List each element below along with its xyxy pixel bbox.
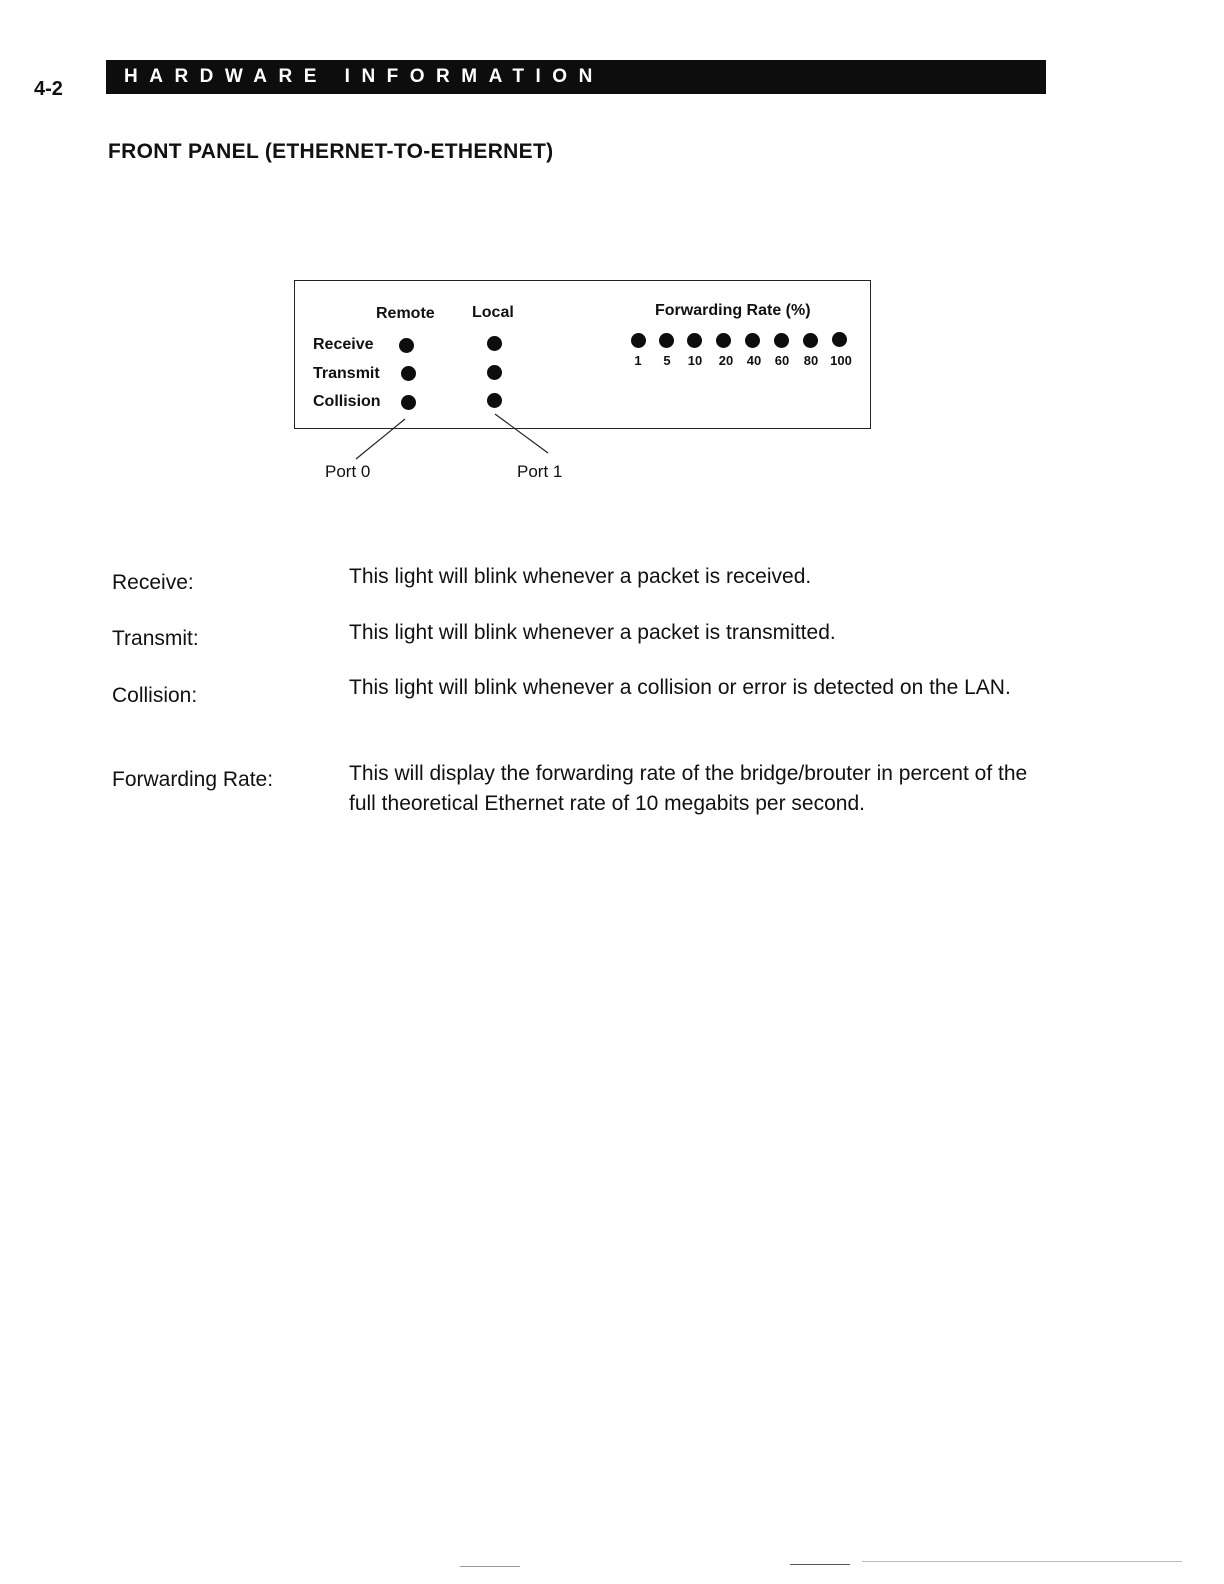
scan-mark: [790, 1564, 850, 1565]
term-receive: Receive:: [112, 571, 194, 594]
term-collision: Collision:: [112, 684, 198, 707]
row-receive-label: Receive: [313, 336, 374, 353]
row-collision-label: Collision: [313, 393, 381, 410]
desc-forwarding-rate: This will display the forwarding rate of the bridge/brouter in percent of the full theoretical Ethernet rate of 10 megabits per second.: [349, 762, 1028, 815]
port0-label: Port 0: [325, 462, 371, 481]
rate-label-60: 60: [774, 353, 790, 368]
term-forwarding-rate: Forwarding Rate:: [112, 768, 274, 791]
scan-mark: [862, 1561, 1182, 1562]
rate-label-10: 10: [687, 353, 703, 368]
section-title: FRONT PANEL (ETHERNET-TO-ETHERNET): [108, 140, 554, 163]
rate-label-20: 20: [718, 353, 734, 368]
column-remote-label: Remote: [376, 305, 435, 322]
desc-transmit: This light will blink whenever a packet is transmitted.: [349, 621, 836, 644]
column-local-label: Local: [472, 304, 514, 321]
rate-label-100: 100: [830, 353, 852, 368]
desc-receive: This light will blink whenever a packet is received.: [349, 565, 812, 588]
rate-label-80: 80: [803, 353, 819, 368]
rate-label-5: 5: [663, 353, 671, 368]
desc-collision: This light will blink whenever a collision or error is detected on the LAN.: [349, 676, 1011, 699]
port1-leader-line: [495, 414, 548, 453]
row-transmit-label: Transmit: [313, 365, 380, 382]
port1-label: Port 1: [517, 462, 563, 481]
header-title: HARDWARE INFORMATION: [124, 66, 604, 87]
rate-label-40: 40: [746, 353, 762, 368]
term-transmit: Transmit:: [112, 627, 199, 650]
page-number: 4-2: [34, 78, 63, 100]
forwarding-rate-title: Forwarding Rate (%): [655, 302, 811, 319]
rate-label-1: 1: [634, 353, 642, 368]
port0-leader-line: [356, 419, 405, 459]
scan-mark: [460, 1566, 520, 1567]
